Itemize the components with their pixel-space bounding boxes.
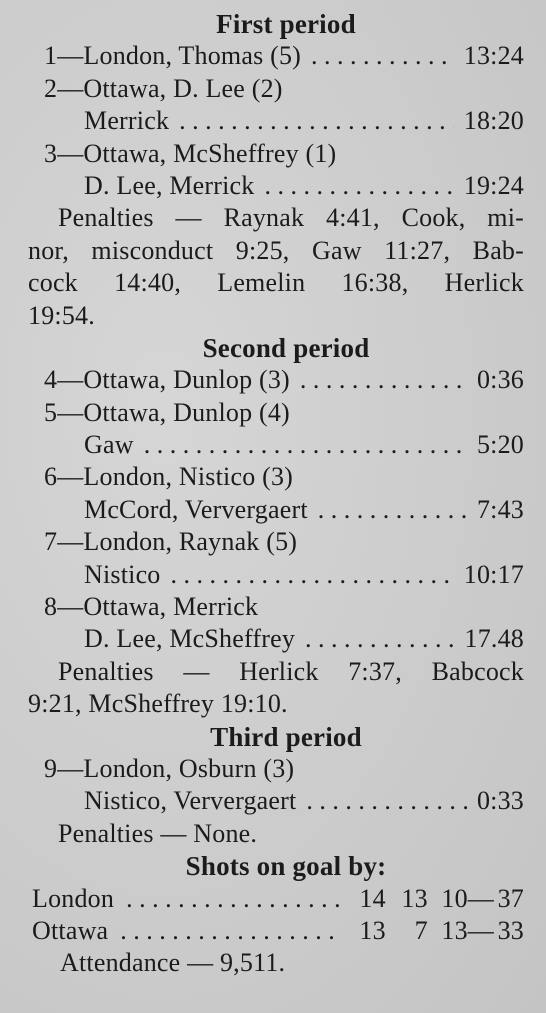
goal-number: 7: [44, 527, 58, 557]
assist-line: [28, 170, 524, 202]
goal-scorer-text: London, Raynak (5): [83, 527, 298, 557]
goal-scorer: 1—London, Thomas (5): [44, 41, 301, 71]
assist-line: [28, 623, 524, 655]
assist-line: [28, 559, 524, 591]
goal-scorer: 5—Ottawa, Dunlop (4): [44, 397, 290, 427]
goal-scorer-text: London, Nistico (3): [83, 462, 294, 492]
goal-scorer-text: Ottawa, Dunlop (3): [83, 365, 290, 395]
period-heading-text: First period: [216, 9, 356, 39]
goal-assists: Nistico: [84, 559, 161, 589]
leader-dots: [300, 364, 467, 396]
goal-time: 0:33: [476, 786, 524, 816]
goal-assists: Gaw: [84, 430, 134, 460]
goal-number: 1: [44, 41, 58, 71]
leader-dots: [311, 40, 454, 72]
period-heading: [28, 8, 524, 40]
shots-total: 33: [497, 915, 524, 945]
goal-scorer-text: London, Osburn (3): [83, 753, 295, 783]
goal-number: 4: [44, 365, 58, 395]
goal-number: 6: [44, 462, 58, 492]
leader-dots: [264, 170, 453, 202]
shots-period-1: 13: [359, 915, 386, 945]
shots-dash: —: [467, 883, 494, 913]
goal-line: [28, 526, 524, 558]
goal-assists: D. Lee, Merrick: [84, 170, 255, 200]
penalties-line: nor, misconduct 9:25, Gaw 11:27, Bab-: [28, 235, 524, 265]
shots-period-1: 14: [359, 883, 386, 913]
goal-number: 9: [44, 753, 58, 783]
shots-row: [28, 883, 524, 915]
goal-time: 0:36: [476, 365, 524, 395]
shots-period-2: 13: [401, 883, 428, 913]
shots-team: London: [32, 883, 115, 913]
penalties-line: 19:54.: [28, 300, 95, 330]
leader-dots: [305, 623, 454, 655]
goal-assists: D. Lee, McSheffrey: [84, 624, 296, 654]
period-heading-text: Third period: [210, 721, 362, 752]
goal-line: [28, 138, 524, 170]
goal-scorer: 9—London, Osburn (3): [44, 753, 295, 783]
goal-number: 2: [44, 73, 58, 103]
period-heading: [28, 332, 524, 364]
goal-scorer-text: Ottawa, Dunlop (4): [83, 397, 290, 427]
penalties-line: 9:21, McSheffrey 19:10.: [28, 689, 288, 719]
goal-time: 13:24: [463, 41, 524, 71]
shots-team: Ottawa: [32, 915, 109, 945]
shots-heading-text: Shots on goal by:: [185, 851, 387, 882]
shots-row: [28, 915, 524, 947]
period-heading-text: Second period: [202, 332, 370, 363]
period-heading: [28, 721, 524, 753]
goal-assists: Merrick: [84, 106, 170, 136]
goal-assists: McCord, Ververgaert: [84, 494, 308, 524]
goal-line: [28, 364, 524, 396]
goal-scorer: 8—Ottawa, Merrick: [44, 592, 259, 622]
leader-dots: [318, 494, 467, 526]
goal-scorer: 4—Ottawa, Dunlop (3): [44, 365, 290, 395]
shots-heading: [28, 850, 524, 882]
shots-dash: —: [467, 915, 494, 945]
goal-time: 10:17: [463, 559, 524, 589]
shots-total: 37: [497, 883, 524, 913]
penalties-line: Penalties — Raynak 4:41, Cook, mi-: [58, 203, 524, 233]
goal-scorer: 7—London, Raynak (5): [44, 527, 298, 557]
leader-dots: [179, 105, 454, 137]
goal-scorer: 2—Ottawa, D. Lee (2): [44, 73, 283, 103]
goal-scorer-text: Ottawa, D. Lee (2): [83, 73, 283, 103]
goal-scorer-text: London, Thomas (5): [83, 41, 301, 71]
goal-number: 8: [44, 592, 58, 622]
leader-dots: [120, 915, 340, 947]
goal-time: 17.48: [464, 624, 524, 654]
goal-line: [28, 397, 524, 429]
goal-line: [28, 591, 524, 623]
goal-scorer: 3—Ottawa, McSheffrey (1): [44, 138, 337, 168]
goal-line: [28, 40, 524, 72]
goal-line: [28, 73, 524, 105]
goal-number: 5: [44, 397, 58, 427]
goal-line: [28, 753, 524, 785]
penalties-line: Penalties — None.: [58, 818, 258, 848]
penalties-line: Penalties — Herlick 7:37, Babcock: [58, 656, 524, 686]
assist-line: [28, 785, 524, 817]
assist-line: [28, 494, 524, 526]
leader-dots: [144, 429, 467, 461]
goal-time: 19:24: [463, 170, 524, 200]
attendance-line: Attendance — 9,511.: [60, 948, 286, 978]
leader-dots: [126, 883, 340, 915]
goal-line: [28, 461, 524, 493]
goal-time: 5:20: [476, 430, 524, 460]
shots-period-3: 13: [441, 915, 468, 945]
penalties-line: cock 14:40, Lemelin 16:38, Herlick: [28, 268, 524, 298]
goal-scorer-text: Ottawa, Merrick: [83, 592, 259, 622]
goal-time: 7:43: [476, 494, 524, 524]
goal-scorer: 6—London, Nistico (3): [44, 462, 294, 492]
leader-dots: [171, 559, 454, 591]
shots-period-3: 10: [441, 883, 468, 913]
leader-dots: [306, 785, 467, 817]
shots-period-2: 7: [414, 915, 428, 945]
goal-time: 18:20: [463, 106, 524, 136]
goal-assists: Nistico, Ververgaert: [84, 786, 297, 816]
assist-line: [28, 105, 524, 137]
goal-number: 3: [44, 138, 58, 168]
assist-line: [28, 429, 524, 461]
goal-scorer-text: Ottawa, McSheffrey (1): [83, 138, 337, 168]
